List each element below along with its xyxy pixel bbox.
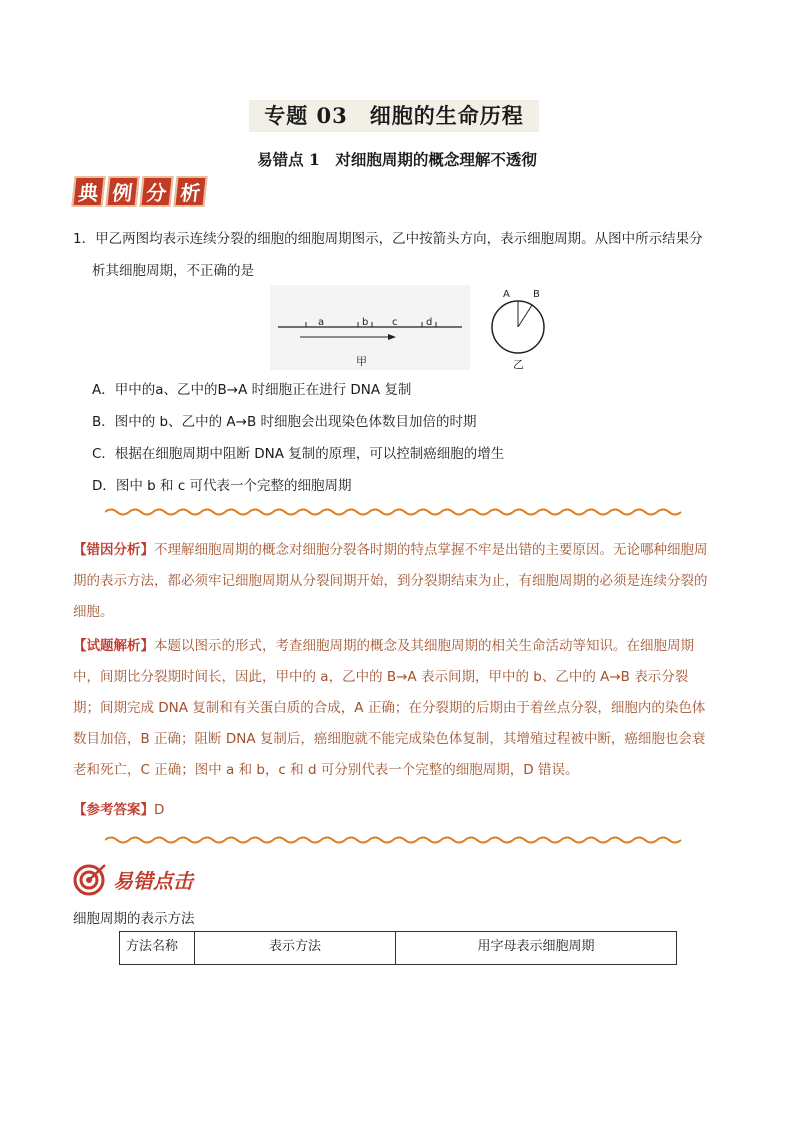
segment-label-a: a	[318, 317, 325, 328]
segment-label-d: d	[426, 317, 433, 328]
figure-label-yi: 乙	[513, 358, 524, 370]
table-header-cell: 表示方法	[195, 932, 396, 965]
banner-char: 例	[105, 176, 139, 207]
section-subtitle: 易错点 1 对细胞周期的概念理解不透彻	[257, 150, 537, 169]
option-d: D．图中 b 和 c 可代表一个完整的细胞周期	[92, 478, 352, 494]
error-analysis-label: 【错因分析】	[73, 542, 154, 558]
banner-char: 析	[173, 176, 207, 207]
option-b: B．图中的 b、乙中的 A→B 时细胞会出现染色体数目加倍的时期	[92, 414, 477, 430]
wavy-divider	[105, 835, 688, 845]
target-icon	[73, 862, 109, 896]
question-stem-line2: 析其细胞周期，不正确的是	[92, 263, 254, 279]
radius-b	[518, 305, 532, 327]
table-header-cell: 用字母表示细胞周期	[396, 932, 677, 965]
cell-cycle-figure	[270, 285, 560, 370]
banner-char: 分	[139, 176, 173, 207]
question-number: 1．	[73, 231, 96, 247]
example-analysis-banner	[73, 176, 209, 207]
tips-banner	[73, 862, 193, 896]
option-a: A．甲中的a、乙中的B→A 时细胞正在进行 DNA 复制	[92, 382, 412, 398]
explanation-label: 【试题解析】	[73, 638, 154, 654]
page-title: 专题 03 细胞的生命历程	[264, 103, 524, 128]
method-table	[119, 931, 677, 965]
figure-label-jia: 甲	[356, 355, 367, 368]
option-c: C．根据在细胞周期中阻断 DNA 复制的原理，可以控制癌细胞的增生	[92, 446, 505, 462]
banner-char: 典	[71, 176, 105, 207]
table-intro: 细胞周期的表示方法	[73, 911, 195, 927]
point-label-b: B	[533, 289, 540, 300]
explanation-text: 本题以图示的形式，考查细胞周期的概念及其细胞周期的相关生命活动等知识。在细胞周期中，间期比分裂期时间长，因此，甲中的 a，乙中的 B→A 表示间期，甲中的 b、乙中的 A→B 表示分裂期；间期完成 DNA 复制和有关蛋白质的合成，A 正确；在分裂期的后期由于着丝点分裂，细胞内的染色体数目加倍，B 正确；阻断 DNA 复制后，癌细胞就不能完成染色体复制，其增殖过程被中断，癌细胞也会衰老和死亡，C 正确；图中 a 和 b，c 和 d 可分别代表一个完整的细胞周期，D 错误。	[73, 638, 706, 778]
wavy-divider	[105, 507, 688, 517]
point-label-a: A	[503, 289, 510, 300]
question-explanation	[73, 631, 713, 786]
error-analysis	[73, 535, 713, 628]
reference-answer	[73, 795, 713, 826]
answer-label: 【参考答案】	[73, 802, 154, 818]
answer-text: D	[154, 802, 165, 818]
error-analysis-text: 不理解细胞周期的概念对细胞分裂各时期的特点掌握不牢是出错的主要原因。无论哪种细胞周期的表示方法，都必须牢记细胞周期从分裂间期开始，到分裂期结束为止，有细胞周期的必须是连续分裂的细胞。	[73, 542, 708, 620]
segment-label-c: c	[392, 317, 398, 328]
table-header-cell: 方法名称	[120, 932, 195, 965]
question-stem-line1: 1．甲乙两图均表示连续分裂的细胞的细胞周期图示，乙中按箭头方向，表示细胞周期。从图中所示结果分	[73, 231, 703, 247]
segment-label-b: b	[362, 317, 369, 328]
table-header-row	[120, 932, 677, 965]
tips-banner-text: 易错点击	[113, 868, 193, 893]
